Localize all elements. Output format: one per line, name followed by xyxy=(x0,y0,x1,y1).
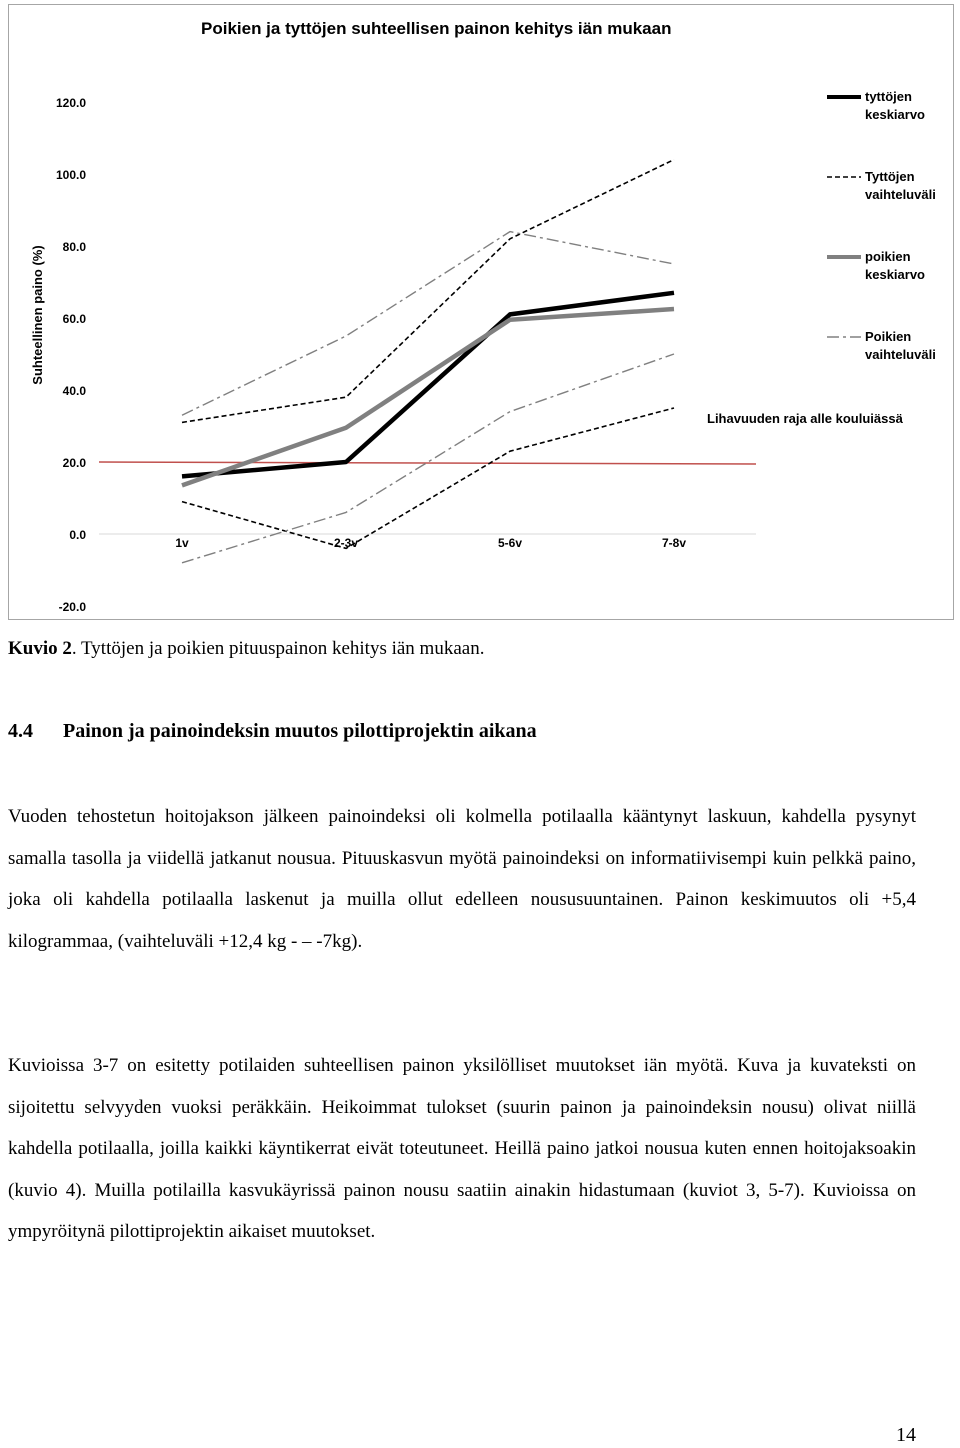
y-tick-label: 60.0 xyxy=(62,312,86,326)
y-tick-label: 80.0 xyxy=(62,240,86,254)
series-line-tyttöjen-vaihteluväli-alaraja xyxy=(182,408,674,548)
legend-label: vaihteluväli xyxy=(865,347,936,362)
series-line-tyttöjen-vaihteluväli-yläraja xyxy=(182,160,674,423)
legend-label: Poikien xyxy=(865,329,912,344)
reference-line xyxy=(99,462,756,464)
legend-label: poikien xyxy=(865,249,911,264)
y-tick-label: 100.0 xyxy=(55,168,86,182)
y-tick-label: 0.0 xyxy=(69,528,86,542)
x-tick-label: 5-6v xyxy=(497,536,523,550)
legend-label: Tyttöjen xyxy=(865,169,915,184)
caption-label: Kuvio 2 xyxy=(8,638,72,659)
x-tick-label: 2-3v xyxy=(333,536,359,550)
chart-title: Poikien ja tyttöjen suhteellisen painon kehitys iän mukaan xyxy=(201,19,672,38)
paragraph: Kuvioissa 3-7 on esitetty potilaiden suhteellisen painon yksilölliset muutokset iän myötä. Kuva ja kuvateksti on sijoitettu selvyyden vuoksi peräkkäin. Heikoimmat tulokset (suurin painon ja painoindeksin nousu) olivat niillä kahdella potilaalla, joilla kaikki käyntikerrat eivät toteutuneet. Heillä paino jatkoi nousua kuten ennen hoitojaksoakin (kuvio 4). Muilla potilailla kasvukäyrissä painon nousu saatiin ainakin hidastumaan (kuviot 3, 5-7). Kuvioissa on ympyröitynä pilottiprojektin aikaiset muutokset. xyxy=(8,1055,916,1243)
caption-text: . Tyttöjen ja poikien pituuspainon kehitys iän mukaan. xyxy=(71,638,485,659)
reference-line-label: Lihavuuden raja alle kouluiässä xyxy=(707,411,903,426)
series-line-tyttöjen-keskiarvo xyxy=(182,293,674,477)
y-axis-label: Suhteellinen paino (%) xyxy=(30,245,45,385)
y-tick-label: 20.0 xyxy=(62,456,86,470)
series-line-poikien-keskiarvo xyxy=(182,309,674,485)
paragraph: Vuoden tehostetun hoitojakson jälkeen painoindeksi oli kolmella potilaalla kääntynyt laskuun, kahdella pysynyt samalla tasolla ja viidellä jatkanut nousua. Pituuskasvun myötä painoindeksi on informatiivisempi kuin pelkkä paino, joka oli kahdella potilaalla laskenut ja muilla ollut edelleen noususuuntainen. Painon keskimuutos oli +5,4 kilogrammaa, (vaihteluväli +12,4 kg - – -7kg). xyxy=(8,806,916,952)
y-tick-label: 40.0 xyxy=(62,384,86,398)
section-number: 4.4 xyxy=(8,720,33,742)
chart-figure xyxy=(8,4,954,620)
legend-label: tyttöjen xyxy=(865,89,912,104)
x-tick-label: 7-8v xyxy=(661,536,687,550)
legend-label: keskiarvo xyxy=(865,267,925,282)
legend-label: keskiarvo xyxy=(865,107,925,122)
page-number: 14 xyxy=(896,1424,916,1446)
y-tick-label: 120.0 xyxy=(55,96,86,110)
y-tick-label: -20.0 xyxy=(58,600,86,614)
legend-label: vaihteluväli xyxy=(865,187,936,202)
x-tick-label: 1v xyxy=(175,536,189,550)
section-title: Painon ja painoindeksin muutos pilottiprojektin aikana xyxy=(63,720,537,742)
section-heading xyxy=(8,720,537,743)
figure-caption xyxy=(8,638,484,660)
line-chart xyxy=(9,5,955,621)
